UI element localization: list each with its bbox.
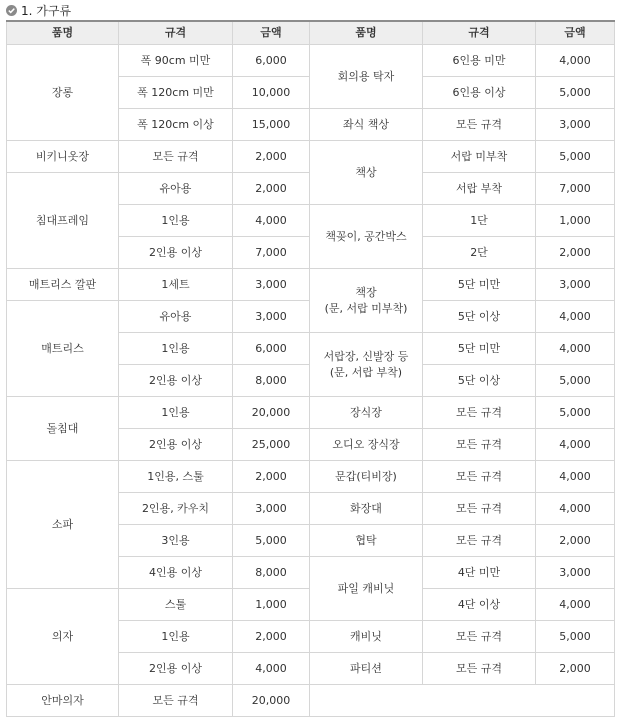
cell-text: 서랍 미부착 [450,149,508,163]
table-cell [310,269,423,333]
cell-text: 서랍 부착 [455,181,502,195]
table-cell [423,365,536,397]
cell-text: 안마의자 [41,693,84,707]
table-cell [536,205,615,237]
table-cell [310,493,423,525]
table-cell [119,205,233,237]
cell-text: 7,000 [559,181,591,195]
table-cell [233,653,310,685]
cell-text: 3,000 [255,277,287,291]
table-cell [536,301,615,333]
table-cell [119,461,233,493]
cell-text: 4,000 [255,213,287,227]
table-cell [423,493,536,525]
cell-text: 4,000 [559,501,591,515]
cell-text: 1인용 [161,213,190,227]
table-cell [119,653,233,685]
table-cell [233,621,310,653]
cell-text: 4인용 이상 [149,565,202,579]
table-cell [7,685,119,717]
table-cell [233,397,310,429]
table-cell [310,429,423,461]
table-cell [310,653,423,685]
cell-text: 2,000 [559,533,591,547]
cell-text: 유아용 [159,309,192,323]
cell-text: 매트리스 깔판 [28,277,97,291]
table-cell [423,141,536,173]
cell-text: 2,000 [559,661,591,675]
cell-text: 책장 [355,285,377,299]
cell-text: 스툴 [164,597,187,611]
table-cell [7,589,119,685]
table-cell [233,685,310,717]
table-cell [233,301,310,333]
cell-text: 모든 규격 [455,533,502,547]
table-cell [233,173,310,205]
table-cell [536,525,615,557]
fee-table [6,20,615,717]
table-cell [423,461,536,493]
cell-text: 5,000 [559,405,591,419]
cell-text: 3,000 [255,309,287,323]
cell-text: 1,000 [255,597,287,611]
cell-text: 1인용 [161,405,190,419]
cell-text: 모든 규격 [455,661,502,675]
table-row [7,397,615,429]
cell-text: 3,000 [559,565,591,579]
cell-text: 2,000 [255,629,287,643]
table-cell [119,493,233,525]
table-cell [536,333,615,365]
cell-text: 2인용, 카우치 [141,501,210,515]
table-cell [119,77,233,109]
table-row [7,45,615,77]
table-cell [423,525,536,557]
table-cell [233,269,310,301]
cell-text: 서랍장, 신발장 등 [323,349,409,363]
cell-text: 1단 [470,213,488,227]
table-cell [536,269,615,301]
cell-text: 회의용 탁자 [337,69,395,83]
table-cell [310,461,423,493]
cell-text: 1인용 [161,341,190,355]
table-cell [536,589,615,621]
table-cell [119,333,233,365]
cell-text: 8,000 [255,373,287,387]
table-cell [536,429,615,461]
table-cell [233,493,310,525]
table-cell [536,461,615,493]
cell-text: 모든 규격 [152,149,199,163]
table-cell [423,109,536,141]
cell-text: 책상 [355,165,377,179]
cell-text: 모든 규격 [455,501,502,515]
table-cell [536,365,615,397]
table-cell [423,621,536,653]
cell-text: 1세트 [161,277,190,291]
table-cell [310,525,423,557]
table-row [7,461,615,493]
cell-text: 파티션 [350,661,382,675]
table-cell [536,621,615,653]
header-item-name: 품명 [310,21,423,45]
table-row [7,685,615,717]
cell-text: 모든 규격 [455,405,502,419]
cell-text: 4,000 [559,53,591,67]
table-cell [423,205,536,237]
cell-text: 돌침대 [46,421,79,435]
cell-text: 5,000 [559,149,591,163]
table-cell [423,269,536,301]
header-spec: 규격 [119,21,233,45]
table-cell [233,461,310,493]
table-cell [119,109,233,141]
cell-text: 1,000 [559,213,591,227]
table-cell [233,557,310,589]
cell-text: 25,000 [251,437,291,451]
header-spec: 규격 [423,21,536,45]
cell-text: 오디오 장식장 [332,437,400,451]
cell-text: (문, 서랍 미부착) [324,301,408,315]
table-cell [536,173,615,205]
cell-text: 5,000 [559,373,591,387]
cell-text: 20,000 [251,405,291,419]
table-cell [119,429,233,461]
table-header-row [7,21,615,45]
cell-text: 좌식 책상 [342,117,389,131]
empty-cell [310,685,615,717]
cell-text: 5단 이상 [457,309,501,323]
cell-text: 5,000 [559,85,591,99]
table-cell [119,621,233,653]
table-cell [423,173,536,205]
cell-text: 2,000 [255,181,287,195]
cell-text: 폭 120cm 미만 [137,85,214,99]
cell-text: 2인용 이상 [149,245,202,259]
cell-text: 의자 [51,629,74,643]
cell-text: 6인용 미만 [452,53,506,67]
cell-text: 4,000 [255,661,287,675]
table-cell [423,557,536,589]
cell-text: 장식장 [350,405,382,419]
table-cell [119,685,233,717]
cell-text: 침대프레임 [35,213,90,227]
header-item-name: 품명 [7,21,119,45]
cell-text: 5단 미만 [457,341,501,355]
table-row [7,269,615,301]
table-cell [7,301,119,397]
cell-text: 6,000 [255,341,287,355]
table-cell [536,141,615,173]
table-cell [233,525,310,557]
cell-text: 2인용 이상 [149,437,202,451]
table-cell [536,77,615,109]
cell-text: 2인용 이상 [149,661,202,675]
cell-text: (문, 서랍 부착) [329,365,403,379]
cell-text: 협탁 [355,533,377,547]
section-title-text: 1. 가구류 [21,3,72,18]
cell-text: 4단 이상 [457,597,501,611]
cell-text: 4단 미만 [457,565,501,579]
cell-text: 2,000 [559,245,591,259]
table-cell [119,45,233,77]
table-cell [423,653,536,685]
table-cell [233,77,310,109]
cell-text: 2,000 [255,149,287,163]
table-cell [7,461,119,589]
table-cell [119,269,233,301]
cell-text: 4,000 [559,309,591,323]
table-cell [536,557,615,589]
table-cell [233,141,310,173]
cell-text: 15,000 [251,117,291,131]
cell-text: 4,000 [559,437,591,451]
header-price: 금액 [536,21,615,45]
cell-text: 6인용 이상 [452,85,506,99]
cell-text: 4,000 [559,341,591,355]
table-cell [233,237,310,269]
cell-text: 폭 120cm 이상 [137,117,214,131]
table-cell [423,237,536,269]
table-cell [119,173,233,205]
cell-text: 폭 90cm 미만 [140,53,211,67]
table-cell [536,237,615,269]
table-cell [119,397,233,429]
table-cell [423,429,536,461]
cell-text: 2단 [470,245,488,259]
table-cell [7,397,119,461]
table-cell [423,301,536,333]
table-cell [536,493,615,525]
cell-text: 8,000 [255,565,287,579]
cell-text: 2인용 이상 [149,373,202,387]
cell-text: 장롱 [51,85,74,99]
cell-text: 5,000 [559,629,591,643]
cell-text: 1인용 [161,629,190,643]
table-cell [119,237,233,269]
table-cell [119,589,233,621]
table-cell [536,653,615,685]
cell-text: 소파 [51,517,74,531]
section-title [6,2,71,18]
table-cell [7,45,119,141]
cell-text: 6,000 [255,53,287,67]
cell-text: 7,000 [255,245,287,259]
cell-text: 3,000 [559,117,591,131]
cell-text: 책꽂이, 공간박스 [325,229,407,243]
cell-text: 문갑(티비장) [335,469,397,483]
table-row [7,141,615,173]
cell-text: 4,000 [559,597,591,611]
table-cell [423,589,536,621]
table-cell [310,557,423,621]
cell-text: 캐비닛 [350,629,382,643]
table-cell [310,621,423,653]
cell-text: 유아용 [159,181,192,195]
check-circle-icon [6,5,17,16]
cell-text: 4,000 [559,469,591,483]
cell-text: 5단 미만 [457,277,501,291]
table-cell [7,141,119,173]
table-cell [310,45,423,109]
table-cell [310,109,423,141]
table-cell [310,333,423,397]
cell-text: 모든 규격 [455,469,502,483]
table-cell [233,205,310,237]
cell-text: 1인용, 스툴 [147,469,204,483]
table-cell [233,429,310,461]
cell-text: 3인용 [161,533,190,547]
table-cell [119,365,233,397]
table-cell [423,333,536,365]
table-cell [233,109,310,141]
cell-text: 매트리스 [41,341,84,355]
cell-text: 3,000 [559,277,591,291]
table-cell [119,525,233,557]
cell-text: 모든 규격 [152,693,199,707]
table-cell [310,205,423,269]
cell-text: 5단 이상 [457,373,501,387]
table-cell [119,301,233,333]
table-cell [233,333,310,365]
table-cell [423,397,536,429]
cell-text: 모든 규격 [455,437,502,451]
cell-text: 2,000 [255,469,287,483]
table-cell [7,173,119,269]
table-cell [536,397,615,429]
cell-text: 20,000 [251,693,291,707]
table-cell [233,589,310,621]
cell-text: 3,000 [255,501,287,515]
cell-text: 10,000 [251,85,291,99]
cell-text: 모든 규격 [455,117,502,131]
cell-text: 5,000 [255,533,287,547]
cell-text: 화장대 [350,501,382,515]
header-price: 금액 [233,21,310,45]
table-cell [310,397,423,429]
table-cell [119,141,233,173]
table-body [7,45,615,717]
table-cell [233,45,310,77]
table-cell [119,557,233,589]
table-cell [7,269,119,301]
cell-text: 모든 규격 [455,629,502,643]
table-cell [310,141,423,205]
cell-text: 비키니옷장 [35,149,90,163]
table-cell [423,45,536,77]
table-cell [536,45,615,77]
table-cell [536,109,615,141]
cell-text: 파일 캐비닛 [337,581,395,595]
table-cell [233,365,310,397]
table-cell [423,77,536,109]
